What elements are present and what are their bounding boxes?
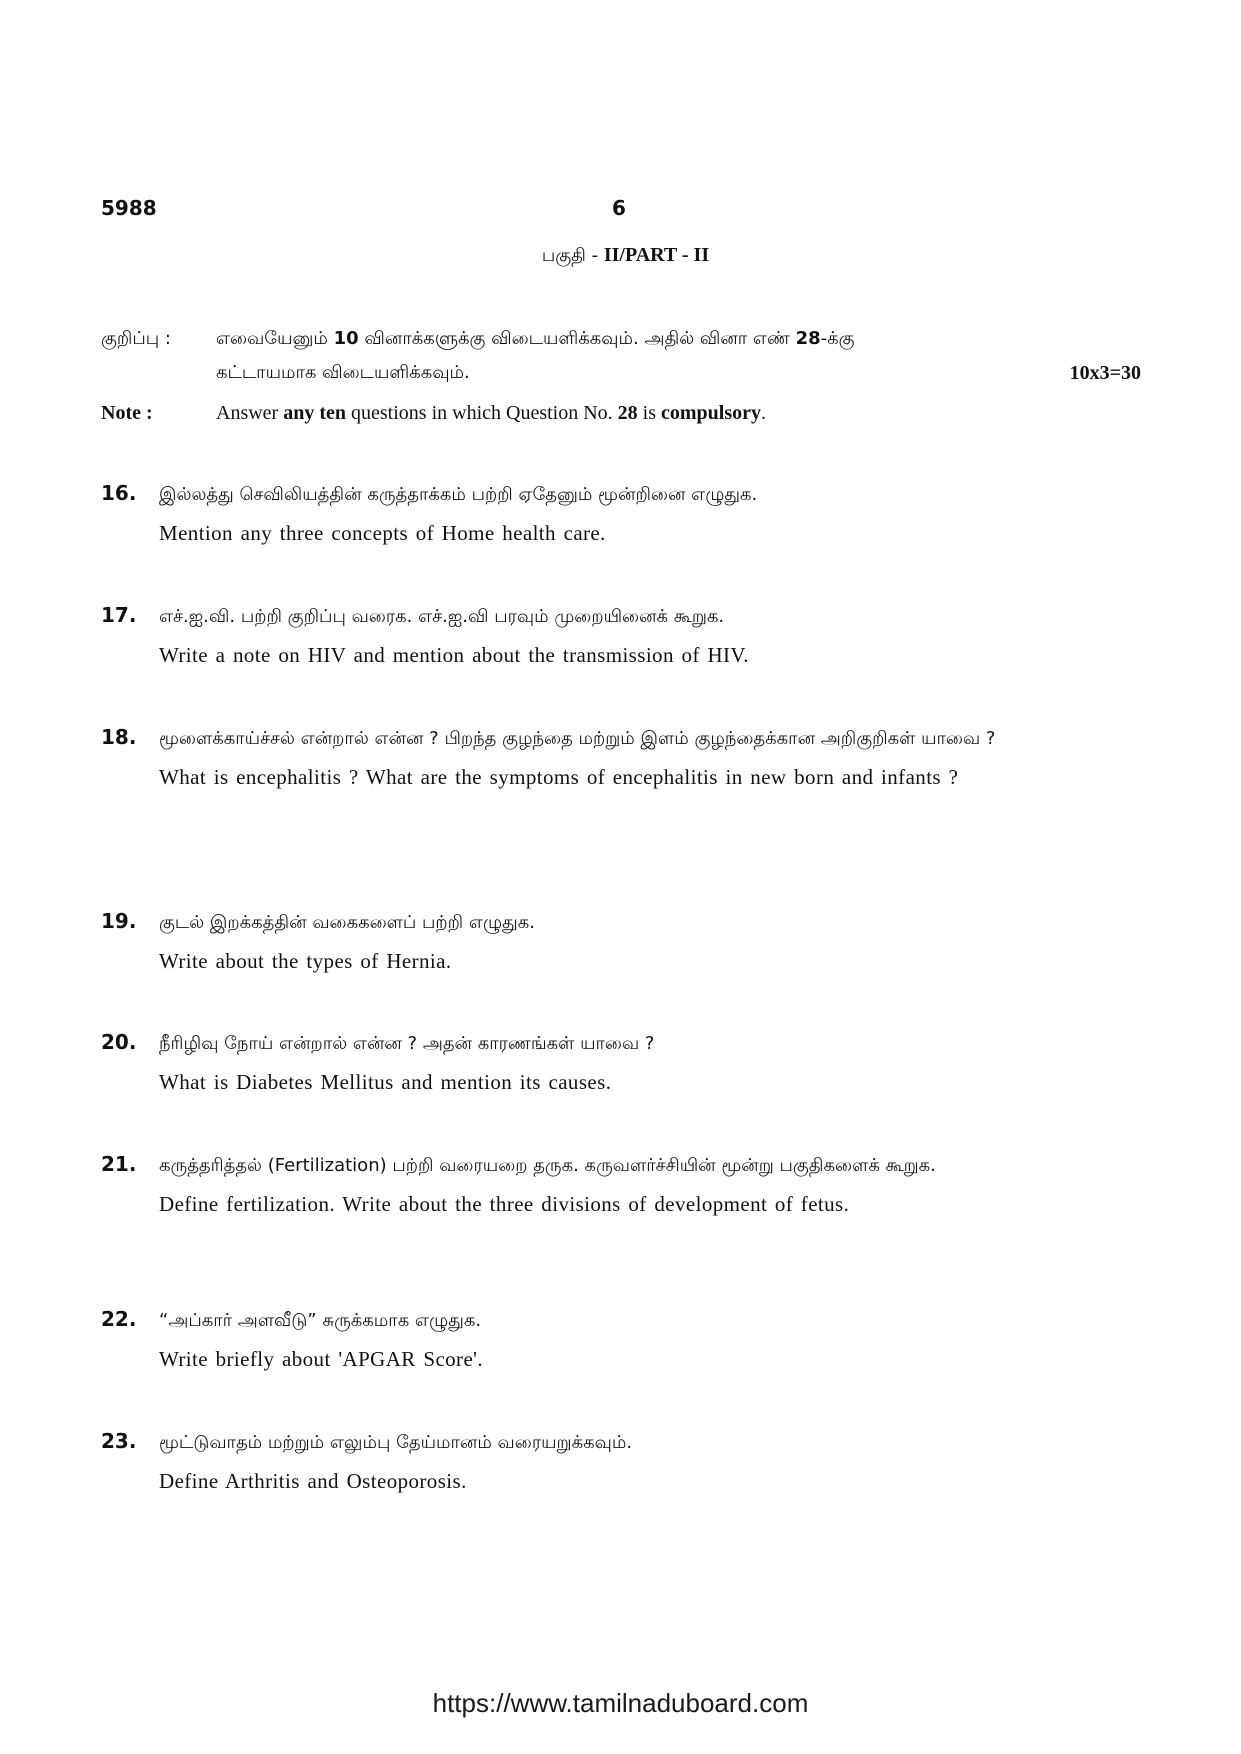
note-label-tamil: குறிப்பு : bbox=[101, 328, 171, 349]
note-en-seg3: is bbox=[637, 402, 662, 424]
question-body bbox=[159, 478, 1084, 547]
part-title-english: II/PART - II bbox=[603, 244, 710, 266]
page-number: 6 bbox=[612, 196, 626, 220]
question-tamil: நீரிழிவு நோய் என்றால் என்ன ? அதன் காரணங்கள் யாவை ? bbox=[159, 1033, 655, 1054]
note-tamil bbox=[101, 322, 1141, 392]
question-tamil: எச்.ஐ.வி. பற்றி குறிப்பு வரைக. எச்.ஐ.வி பரவும் முறையினைக் கூறுக. bbox=[159, 606, 725, 627]
note-tamil-line1 bbox=[216, 322, 1141, 356]
note-en-bold1: any ten bbox=[283, 402, 347, 424]
question-english: Define fertilization. Write about the three divisions of development of fetus. bbox=[159, 1192, 850, 1216]
part-title-tamil: பகுதி - bbox=[541, 245, 604, 266]
question-english: Write about the types of Hernia. bbox=[159, 949, 452, 973]
question-body bbox=[159, 906, 1084, 975]
question-number: 17. bbox=[101, 603, 137, 627]
note-tamil-num2: 28 bbox=[795, 328, 821, 349]
question-number: 23. bbox=[101, 1429, 137, 1453]
question-english: Write briefly about 'APGAR Score'. bbox=[159, 1347, 484, 1371]
question-tamil: கருத்தரித்தல் (Fertilization) பற்றி வரையறை தருக. கருவளர்ச்சியின் மூன்று பகுதிகளைக் கூறுக. bbox=[159, 1155, 936, 1176]
note-en-seg4: . bbox=[761, 402, 767, 424]
note-en-seg1: Answer bbox=[216, 402, 284, 424]
footer-website-url[interactable]: https://www.tamilnaduboard.com bbox=[432, 1688, 809, 1718]
question-english: Mention any three concepts of Home health care. bbox=[159, 521, 606, 545]
note-tamil-seg3: -க்கு bbox=[820, 328, 855, 349]
note-text-tamil bbox=[216, 322, 1141, 390]
question-english: Write a note on HIV and mention about the transmission of HIV. bbox=[159, 643, 749, 667]
question-english: Define Arthritis and Osteoporosis. bbox=[159, 1469, 467, 1493]
marks-allocation: 10x3=30 bbox=[1069, 362, 1141, 384]
question-number: 19. bbox=[101, 909, 137, 933]
part-title bbox=[0, 242, 1241, 268]
note-english bbox=[101, 396, 1141, 432]
note-tamil-line2-text: கட்டாயமாக விடையளிக்கவும். bbox=[216, 362, 470, 383]
note-tamil-line2 bbox=[216, 356, 1141, 390]
note-text-english bbox=[216, 396, 1141, 430]
note-label-english: Note : bbox=[101, 402, 153, 424]
question-tamil: குடல் இறக்கத்தின் வகைகளைப் பற்றி எழுதுக. bbox=[159, 912, 535, 933]
question-body bbox=[159, 1426, 1084, 1495]
note-en-bold2: 28 bbox=[617, 402, 638, 424]
question-tamil: “அப்கார் அளவீடு” சுருக்கமாக எழுதுக. bbox=[159, 1310, 482, 1331]
question-tamil: இல்லத்து செவிலியத்தின் கருத்தாக்கம் பற்றி ஏதேனும் மூன்றினை எழுதுக. bbox=[159, 484, 758, 505]
question-number: 16. bbox=[101, 481, 137, 505]
question-tamil: மூட்டுவாதம் மற்றும் எலும்பு தேய்மானம் வரையறுக்கவும். bbox=[159, 1432, 633, 1453]
question-english: What is Diabetes Mellitus and mention its causes. bbox=[159, 1070, 612, 1094]
question-tamil: மூளைக்காய்ச்சல் என்றால் என்ன ? பிறந்த குழந்தை மற்றும் இளம் குழந்தைக்கான அறிகுறிகள் யாவை ? bbox=[159, 728, 996, 749]
question-body bbox=[159, 1027, 1084, 1096]
question-number: 18. bbox=[101, 725, 137, 749]
note-tamil-seg1: எவையேனும் bbox=[216, 328, 334, 349]
question-body bbox=[159, 600, 1084, 669]
note-tamil-seg2: வினாக்களுக்கு விடையளிக்கவும். அதில் வினா எண் bbox=[358, 328, 796, 349]
question-english: What is encephalitis ? What are the symptoms of encephalitis in new born and infants ? bbox=[159, 765, 959, 789]
question-body bbox=[159, 1304, 1084, 1373]
question-number: 20. bbox=[101, 1030, 137, 1054]
note-en-seg2: questions in which Question No. bbox=[346, 402, 618, 424]
question-body bbox=[159, 1149, 1084, 1218]
question-body bbox=[159, 722, 1084, 791]
question-number: 21. bbox=[101, 1152, 137, 1176]
paper-code: 5988 bbox=[101, 196, 157, 220]
note-tamil-num: 10 bbox=[333, 328, 359, 349]
question-number: 22. bbox=[101, 1307, 137, 1331]
note-en-bold3: compulsory bbox=[661, 402, 762, 424]
